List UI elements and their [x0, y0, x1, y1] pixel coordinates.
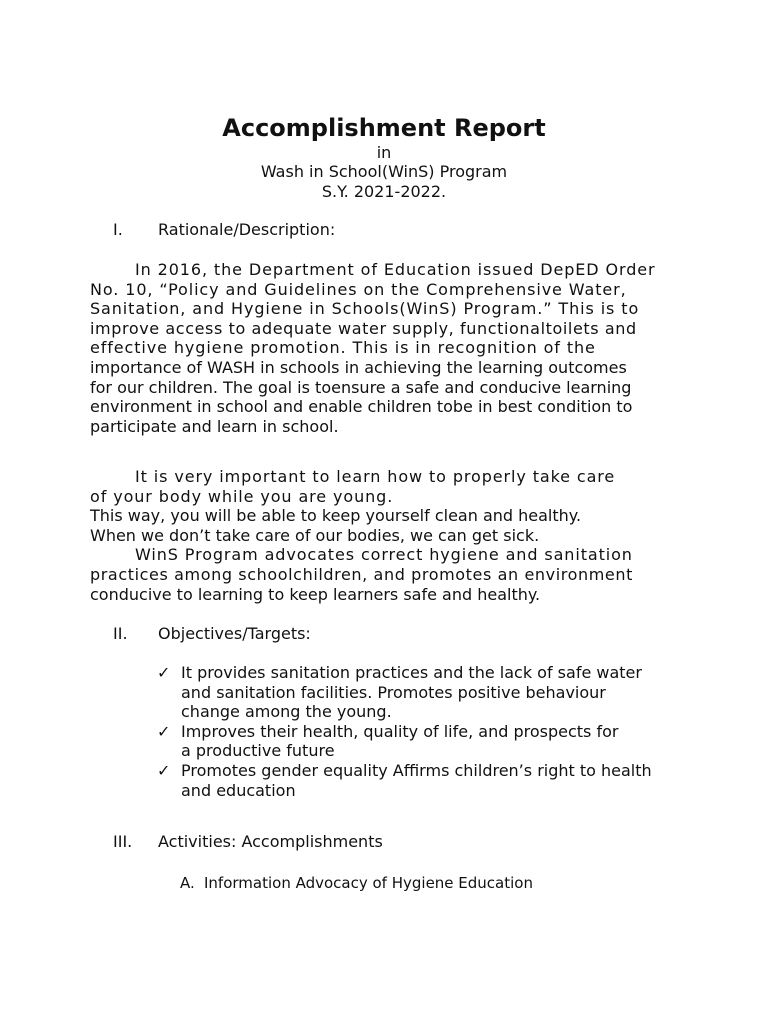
- section-2-numeral: II.: [113, 624, 128, 643]
- paragraph-1-line: improve access to adequate water supply, functionaltoilets and: [90, 318, 637, 338]
- section-2-heading: Objectives/Targets:: [158, 624, 311, 643]
- objective-line: and sanitation facilities. Promotes positive behaviour: [181, 682, 606, 702]
- paragraph-2-line: When we don’t take care of our bodies, we can get sick.: [90, 525, 540, 545]
- subtitle-school-year: S.Y. 2021-2022.: [321, 182, 447, 201]
- subtitle-program: Wash in School(WinS) Program: [260, 162, 508, 181]
- objective-line: change among the young.: [181, 702, 392, 722]
- section-1-heading: Rationale/Description:: [158, 220, 336, 239]
- paragraph-1-line: Sanitation, and Hygiene in Schools(WinS) Program.” This is to: [90, 299, 640, 319]
- subsection-a-letter: A.: [180, 874, 195, 892]
- section-3-numeral: III.: [113, 832, 133, 851]
- objective-line: Promotes gender equality Affirms children’s right to health: [181, 761, 652, 780]
- objective-line: It provides sanitation practices and the lack of safe water: [181, 663, 642, 682]
- checkmark-icon: ✓: [157, 721, 171, 741]
- paragraph-1-line: for our children. The goal is toensure a safe and conducive learning: [90, 377, 632, 397]
- paragraph-2-line: It is very important to learn how to properly take care: [135, 467, 616, 486]
- section-3-heading: Activities: Accomplishments: [158, 832, 383, 851]
- subsection-a-title: Information Advocacy of Hygiene Education: [204, 874, 533, 892]
- paragraph-1-line: In 2016, the Department of Education issued DepED Order: [135, 260, 656, 279]
- paragraph-1-line: effective hygiene promotion. This is in recognition of the: [90, 338, 596, 358]
- checkmark-icon: ✓: [157, 663, 171, 682]
- objective-line: and education: [181, 780, 296, 800]
- objective-line: Improves their health, quality of life, and prospects for: [181, 721, 619, 741]
- paragraph-2-line: This way, you will be able to keep yourself clean and healthy.: [90, 506, 582, 526]
- objective-line: a productive future: [181, 741, 335, 761]
- paragraph-2-line: conducive to learning to keep learners safe and healthy.: [90, 584, 541, 604]
- paragraph-2-line: WinS Program advocates correct hygiene and sanitation: [135, 545, 633, 565]
- checkmark-icon: ✓: [157, 761, 171, 780]
- report-title: Accomplishment Report: [222, 114, 546, 142]
- paragraph-1-line: environment in school and enable children tobe in best condition to: [90, 397, 633, 417]
- section-1-numeral: I.: [113, 220, 123, 239]
- paragraph-1-line: participate and learn in school.: [90, 416, 339, 436]
- paragraph-1-line: No. 10, “Policy and Guidelines on the Comprehensive Water,: [90, 279, 627, 299]
- paragraph-2-line: of your body while you are young.: [90, 486, 394, 506]
- paragraph-2-line: practices among schoolchildren, and promotes an environment: [90, 565, 633, 584]
- subtitle-in: in: [376, 143, 392, 162]
- paragraph-1-line: importance of WASH in schools in achieving the learning outcomes: [90, 358, 627, 377]
